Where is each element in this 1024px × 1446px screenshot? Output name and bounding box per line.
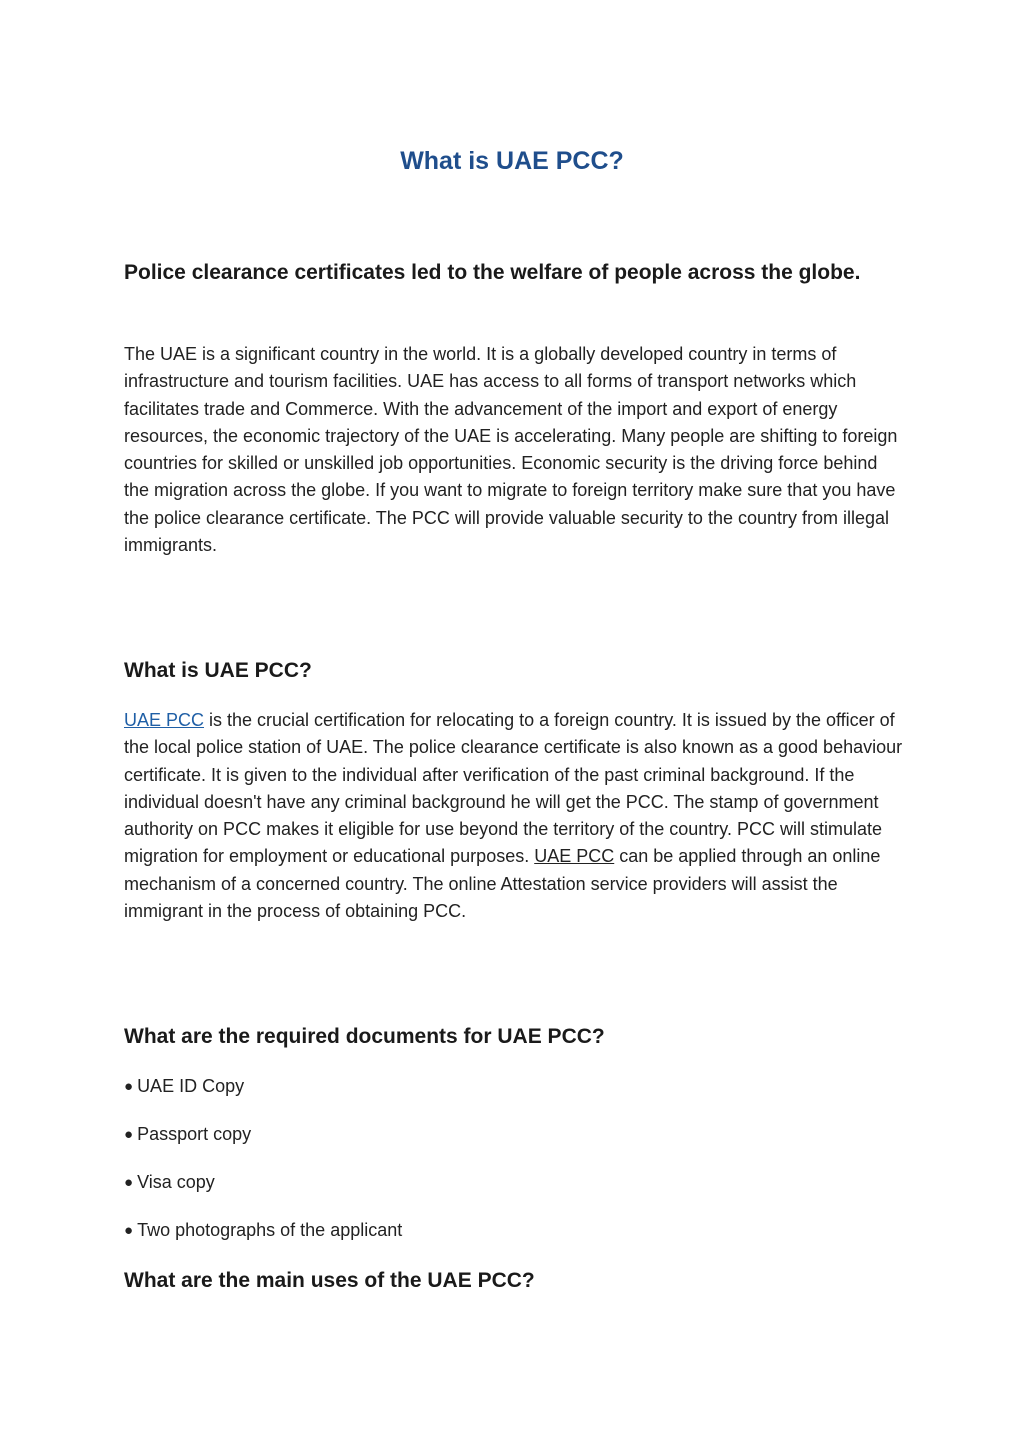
uae-pcc-link[interactable]: UAE PCC xyxy=(124,710,205,730)
intro-heading: Police clearance certificates led to the welfare of people across the globe. xyxy=(124,261,861,284)
what-is-heading: What is UAE PCC? xyxy=(124,659,312,682)
documents-heading: What are the required documents for UAE PCC? xyxy=(124,1025,605,1048)
what-is-paragraph xyxy=(124,707,904,925)
list-item-label: Two photographs of the applicant xyxy=(137,1220,403,1240)
list-item-label: Visa copy xyxy=(137,1172,215,1192)
list-item xyxy=(124,1073,904,1100)
list-item-label: UAE ID Copy xyxy=(137,1076,245,1096)
list-item xyxy=(124,1121,904,1148)
what-is-text-part2: can be applied through an online mechanism of a concerned country. The online Attestation service providers will assist the immigrant in the process of obtaining PCC. xyxy=(124,846,881,922)
list-item xyxy=(124,1169,904,1196)
uae-pcc-link-2[interactable]: UAE PCC xyxy=(534,846,615,867)
bullet-icon: ● xyxy=(124,1078,134,1095)
documents-list xyxy=(124,1073,904,1265)
bullet-icon: ● xyxy=(124,1126,134,1143)
uses-heading: What are the main uses of the UAE PCC? xyxy=(124,1269,535,1292)
list-item xyxy=(124,1217,904,1244)
bullet-icon: ● xyxy=(124,1222,134,1239)
document-title: What is UAE PCC? xyxy=(400,147,624,175)
what-is-text-part1: is the crucial certification for relocating to a foreign country. It is issued by the officer of the local police station of UAE. The police clearance certificate is also known as a good behaviour certificate. It is given to the individual after verification of the past criminal background. If the individual doesn't have any criminal background he will get the PCC. The stamp of government authority on PCC makes it eligible for use beyond the territory of the country. PCC will stimulate migration for employment or educational purposes. xyxy=(124,710,903,867)
intro-paragraph: The UAE is a significant country in the world. It is a globally developed country in terms of infrastructure and tourism facilities. UAE has access to all forms of transport networks which facilitates trade and Commerce. With the advancement of the import and export of energy resources, the economic trajectory of the UAE is accelerating. Many people are shifting to foreign countries for skilled or unskilled job opportunities. Economic security is the driving force behind the migration across the globe. If you want to migrate to foreign territory make sure that you have the police clearance certificate. The PCC will provide valuable security to the country from illegal immigrants. xyxy=(124,344,898,556)
bullet-icon: ● xyxy=(124,1174,134,1191)
list-item-label: Passport copy xyxy=(137,1124,252,1144)
